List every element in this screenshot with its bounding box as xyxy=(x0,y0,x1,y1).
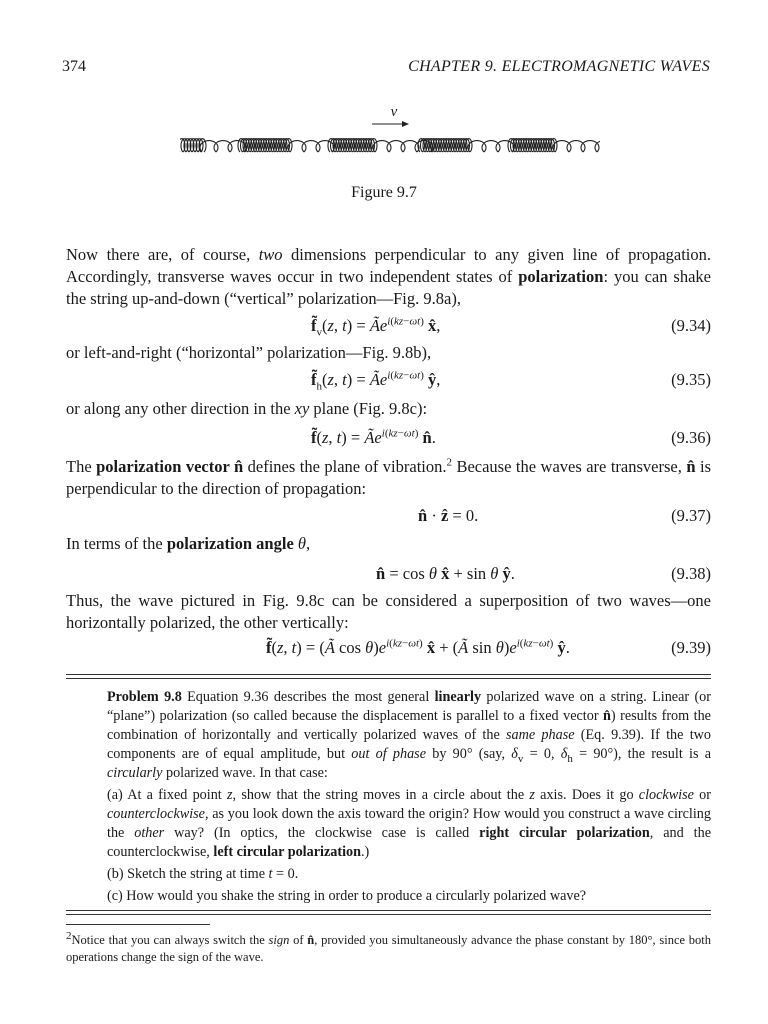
problem-top-rule xyxy=(66,674,711,675)
footnote-rule xyxy=(66,924,210,925)
problem-part-b: (b) Sketch the string at time t = 0. xyxy=(107,866,299,882)
problem-bottom-rule xyxy=(66,910,711,911)
paragraph-2: or left-and-right (“horizontal” polarization—Fig. 9.8b), xyxy=(66,343,432,362)
equation-9-36: f̃(z, $t) = Ãe^{i(kz-\omega t)}$ n̂. (9.36) xyxy=(311,427,711,447)
equation-9-35: $f̃_h(z$, $t) = Ãe^{i(kz-\omega t)}$ ŷ, (9.35) xyxy=(311,369,711,393)
figure-caption: Figure 9.7 xyxy=(351,184,417,201)
equation-9-39: f̃(z, t) = (Ã $\cos \theta)e^{i(kz-\omega t)}$ x̂ + (Ã $\sin \theta)e^{i(kz-\omega t)}$ ŷ. (9.39) xyxy=(266,637,711,657)
paragraph-5: In terms of the polarization angle θ, xyxy=(66,534,311,553)
paragraph-6: Thus, the wave pictured in Fig. 9.8c can be considered a superposition of two waves—one horizontally polarized, the other vertically: xyxy=(66,591,711,632)
page-header xyxy=(62,58,710,80)
paragraph-3: or along any other direction in the xy plane (Fig. 9.8c): xyxy=(66,399,428,418)
spring-coil xyxy=(180,139,600,152)
paragraph-1: Now there are, of course, two dimensions perpendicular to any given line of propagation. Accordingly, transverse waves occur in two independent states of polarization: you can shake the string up-and-down (“vertical” polarization—Fig. 9.8a), xyxy=(66,245,712,308)
spring-wave-figure xyxy=(180,116,600,166)
problem-intro: Problem 9.8 Equation 9.36 describes the most general linearly polarized wave on a string. Linear (or “plane”) polarization (so called because the displacement is parallel to a fixed vector n̂) results from the combination of horizontally and vertically polarized waves of the same phase (Eq. 9.39). If the two components are of equal amplitude, but out of phase by 90° (say, $\delta_v = 0$, $\delta_h = 90^\circ$), the result is a circularly polarized wave. In that case: xyxy=(107,689,712,781)
problem-part-c: (c) How would you shake the string in order to produce a circularly polarized wave? xyxy=(107,888,587,904)
equation-9-34: $f̃_v(z$, $t) = Ãe^{i(kz-\omega t)}$ x̂, (9.34) xyxy=(311,315,711,339)
paragraph-4: The polarization vector n̂ defines the plane of vibration.$^2$ Because the waves are transverse, n̂ is perpendicular to the direction of propagation: xyxy=(66,456,711,498)
figure-velocity-label: v xyxy=(390,104,398,120)
problem-bottom-rule-2 xyxy=(66,914,711,915)
problem-part-a: (a) At a fixed point z, show that the string moves in a circle about the z axis. Does it go clockwise or counterclockwise, as you look down the axis toward the origin? How would you construct a wave circling the other way? (In optics, the clockwise case is called right circular polarization, and the counterclockwise, left circular polarization.) xyxy=(107,787,712,860)
equation-9-38: n̂ = cos θ x̂ + sin θ ŷ. (9.38) xyxy=(376,564,711,583)
problem-9-8 xyxy=(107,688,711,906)
equation-9-37: n̂ · ẑ = 0. (9.37) xyxy=(418,506,711,525)
chapter-title: CHAPTER 9. ELECTROMAGNETIC WAVES xyxy=(408,58,710,75)
footnote: $^2$Notice that you can always switch the sign of n̂, provided you simultaneously advance the phase constant by 180°, since both operations change the sign of the wave. xyxy=(66,929,712,964)
page-number: 374 xyxy=(62,58,86,75)
problem-top-rule-2 xyxy=(66,678,711,679)
